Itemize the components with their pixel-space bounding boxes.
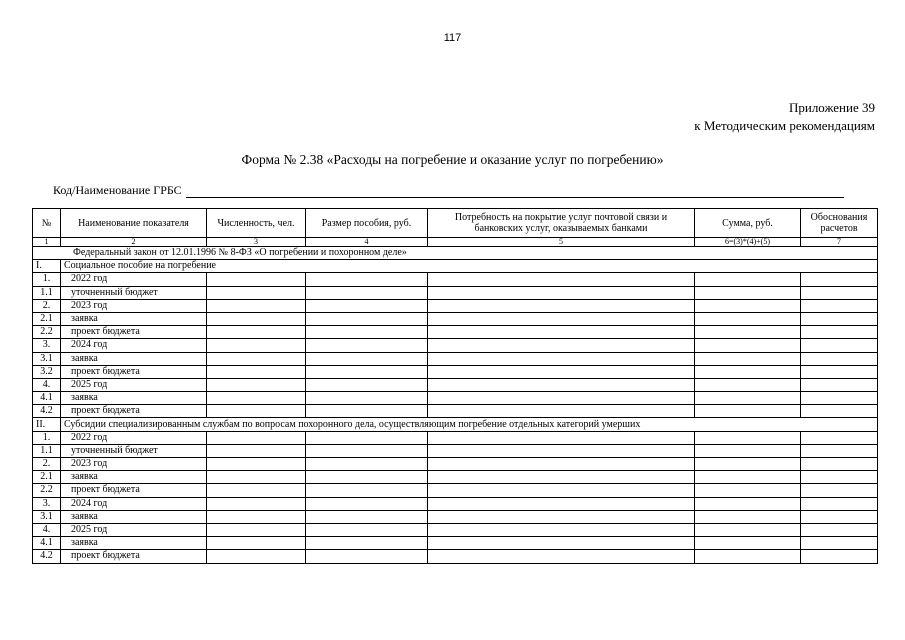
headcount-cell[interactable]	[207, 471, 306, 484]
headcount-cell[interactable]	[207, 273, 306, 286]
section-1-row	[33, 260, 878, 273]
justification-cell[interactable]	[801, 510, 878, 523]
benefit-size-cell[interactable]	[306, 537, 428, 550]
sum-cell[interactable]	[695, 405, 801, 418]
sum-cell[interactable]	[695, 444, 801, 457]
table-row	[33, 405, 878, 418]
headcount-cell[interactable]	[207, 312, 306, 325]
table-row	[33, 286, 878, 299]
table-row	[33, 431, 878, 444]
headcount-cell[interactable]	[207, 299, 306, 312]
justification-cell[interactable]	[801, 471, 878, 484]
table-row	[33, 299, 878, 312]
headcount-cell[interactable]	[207, 497, 306, 510]
benefit-size-cell[interactable]	[306, 471, 428, 484]
headcount-cell[interactable]	[207, 458, 306, 471]
col-num-6: 6=(3)*(4)+(5)	[695, 238, 801, 247]
sum-cell[interactable]	[695, 523, 801, 536]
headcount-cell[interactable]	[207, 378, 306, 391]
grbs-input-line[interactable]	[186, 185, 844, 198]
postal-banking-cell[interactable]	[428, 484, 695, 497]
page-number: 117	[443, 32, 462, 44]
row-number: 1.	[33, 431, 61, 444]
postal-banking-cell[interactable]	[428, 365, 695, 378]
sum-cell[interactable]	[695, 339, 801, 352]
table-row	[33, 312, 878, 325]
sum-cell[interactable]	[695, 510, 801, 523]
row-indicator-name: 2023 год	[61, 458, 207, 471]
benefit-size-cell[interactable]	[306, 497, 428, 510]
row-indicator-name: 2025 год	[61, 378, 207, 391]
row-indicator-name: проект бюджета	[61, 326, 207, 339]
row-indicator-name: 2022 год	[61, 431, 207, 444]
postal-banking-cell[interactable]	[428, 510, 695, 523]
row-number: 3.	[33, 339, 61, 352]
table-row	[33, 537, 878, 550]
sum-cell[interactable]	[695, 431, 801, 444]
postal-banking-cell[interactable]	[428, 431, 695, 444]
justification-cell[interactable]	[801, 405, 878, 418]
justification-cell[interactable]	[801, 523, 878, 536]
benefit-size-cell[interactable]	[306, 523, 428, 536]
benefit-size-cell[interactable]	[306, 510, 428, 523]
benefit-size-cell[interactable]	[306, 299, 428, 312]
postal-banking-cell[interactable]	[428, 497, 695, 510]
justification-cell[interactable]	[801, 392, 878, 405]
section-2-title: Субсидии специализированным службам по вопросам похоронного дела, осуществляющим погребение отдельных категорий умерших	[61, 418, 878, 431]
section-1-num: I.	[33, 260, 61, 273]
row-number: 2.	[33, 299, 61, 312]
row-indicator-name: 2024 год	[61, 497, 207, 510]
justification-cell[interactable]	[801, 312, 878, 325]
table-header-row	[33, 209, 878, 238]
row-indicator-name: проект бюджета	[61, 405, 207, 418]
col-num-2: 2	[61, 238, 207, 247]
row-number: 1.	[33, 273, 61, 286]
postal-banking-cell[interactable]	[428, 299, 695, 312]
row-number: 1.1	[33, 444, 61, 457]
row-number: 4.2	[33, 550, 61, 563]
justification-cell[interactable]	[801, 550, 878, 563]
row-indicator-name: проект бюджета	[61, 484, 207, 497]
header-num: №	[33, 209, 61, 238]
benefit-size-cell[interactable]	[306, 431, 428, 444]
appendix-note	[694, 99, 875, 135]
row-indicator-name: заявка	[61, 510, 207, 523]
sum-cell[interactable]	[695, 484, 801, 497]
col-num-1: 1	[33, 238, 61, 247]
benefit-size-cell[interactable]	[306, 365, 428, 378]
header-postal-banking: Потребность на покрытие услуг почтовой связи и банковских услуг, оказываемых банками	[428, 209, 695, 238]
appendix-line-2: к Методическим рекомендациям	[694, 118, 875, 133]
table-row	[33, 392, 878, 405]
benefit-size-cell[interactable]	[306, 326, 428, 339]
row-number: 3.2	[33, 365, 61, 378]
table-row	[33, 550, 878, 563]
table-row	[33, 510, 878, 523]
table-row	[33, 378, 878, 391]
table-row	[33, 365, 878, 378]
justification-cell[interactable]	[801, 299, 878, 312]
row-indicator-name: уточненный бюджет	[61, 444, 207, 457]
expenses-table	[32, 208, 878, 564]
col-num-4: 4	[306, 238, 428, 247]
headcount-cell[interactable]	[207, 392, 306, 405]
table-row	[33, 471, 878, 484]
row-number: 2.2	[33, 326, 61, 339]
header-sum: Сумма, руб.	[695, 209, 801, 238]
row-number: 4.1	[33, 392, 61, 405]
sum-cell[interactable]	[695, 471, 801, 484]
postal-banking-cell[interactable]	[428, 273, 695, 286]
headcount-cell[interactable]	[207, 550, 306, 563]
justification-cell[interactable]	[801, 431, 878, 444]
benefit-size-cell[interactable]	[306, 392, 428, 405]
benefit-size-cell[interactable]	[306, 312, 428, 325]
row-number: 4.1	[33, 537, 61, 550]
benefit-size-cell[interactable]	[306, 378, 428, 391]
justification-cell[interactable]	[801, 378, 878, 391]
benefit-size-cell[interactable]	[306, 484, 428, 497]
section-2-row	[33, 418, 878, 431]
justification-cell[interactable]	[801, 339, 878, 352]
sum-cell[interactable]	[695, 365, 801, 378]
headcount-cell[interactable]	[207, 326, 306, 339]
table-row	[33, 273, 878, 286]
row-number: 3.1	[33, 352, 61, 365]
headcount-cell[interactable]	[207, 537, 306, 550]
law-text: Федеральный закон от 12.01.1996 № 8-ФЗ «О погребении и похоронном деле»	[33, 247, 878, 260]
table-row	[33, 484, 878, 497]
benefit-size-cell[interactable]	[306, 458, 428, 471]
grbs-label: Код/Наименование ГРБС	[53, 183, 182, 197]
postal-banking-cell[interactable]	[428, 286, 695, 299]
justification-cell[interactable]	[801, 286, 878, 299]
sum-cell[interactable]	[695, 392, 801, 405]
headcount-cell[interactable]	[207, 365, 306, 378]
benefit-size-cell[interactable]	[306, 444, 428, 457]
sum-cell[interactable]	[695, 286, 801, 299]
postal-banking-cell[interactable]	[428, 458, 695, 471]
postal-banking-cell[interactable]	[428, 537, 695, 550]
sum-cell[interactable]	[695, 537, 801, 550]
postal-banking-cell[interactable]	[428, 444, 695, 457]
postal-banking-cell[interactable]	[428, 339, 695, 352]
sum-cell[interactable]	[695, 458, 801, 471]
sum-cell[interactable]	[695, 550, 801, 563]
postal-banking-cell[interactable]	[428, 326, 695, 339]
postal-banking-cell[interactable]	[428, 352, 695, 365]
postal-banking-cell[interactable]	[428, 312, 695, 325]
headcount-cell[interactable]	[207, 523, 306, 536]
table-row	[33, 523, 878, 536]
row-indicator-name: заявка	[61, 537, 207, 550]
table-row	[33, 497, 878, 510]
grbs-field	[53, 183, 844, 198]
benefit-size-cell[interactable]	[306, 550, 428, 563]
headcount-cell[interactable]	[207, 339, 306, 352]
header-justification: Обоснования расчетов	[801, 209, 878, 238]
row-indicator-name: проект бюджета	[61, 365, 207, 378]
table-row	[33, 339, 878, 352]
sum-cell[interactable]	[695, 312, 801, 325]
table-row	[33, 444, 878, 457]
form-title: Форма № 2.38 «Расходы на погребение и оказание услуг по погребению»	[241, 152, 664, 167]
sum-cell[interactable]	[695, 273, 801, 286]
col-num-7: 7	[801, 238, 878, 247]
sum-cell[interactable]	[695, 299, 801, 312]
headcount-cell[interactable]	[207, 444, 306, 457]
justification-cell[interactable]	[801, 273, 878, 286]
row-indicator-name: заявка	[61, 312, 207, 325]
sum-cell[interactable]	[695, 497, 801, 510]
postal-banking-cell[interactable]	[428, 523, 695, 536]
justification-cell[interactable]	[801, 365, 878, 378]
row-indicator-name: заявка	[61, 352, 207, 365]
row-indicator-name: заявка	[61, 392, 207, 405]
header-indicator: Наименование показателя	[61, 209, 207, 238]
headcount-cell[interactable]	[207, 405, 306, 418]
row-indicator-name: 2022 год	[61, 273, 207, 286]
postal-banking-cell[interactable]	[428, 378, 695, 391]
table-row	[33, 326, 878, 339]
row-number: 3.1	[33, 510, 61, 523]
benefit-size-cell[interactable]	[306, 405, 428, 418]
benefit-size-cell[interactable]	[306, 273, 428, 286]
justification-cell[interactable]	[801, 326, 878, 339]
justification-cell[interactable]	[801, 484, 878, 497]
table-row	[33, 458, 878, 471]
row-indicator-name: 2024 год	[61, 339, 207, 352]
benefit-size-cell[interactable]	[306, 339, 428, 352]
sum-cell[interactable]	[695, 378, 801, 391]
sum-cell[interactable]	[695, 352, 801, 365]
header-benefit-size: Размер пособия, руб.	[306, 209, 428, 238]
row-number: 4.	[33, 523, 61, 536]
row-indicator-name: проект бюджета	[61, 550, 207, 563]
col-num-5: 5	[428, 238, 695, 247]
justification-cell[interactable]	[801, 537, 878, 550]
postal-banking-cell[interactable]	[428, 471, 695, 484]
col-num-3: 3	[207, 238, 306, 247]
table-row	[33, 352, 878, 365]
row-indicator-name: 2025 год	[61, 523, 207, 536]
postal-banking-cell[interactable]	[428, 405, 695, 418]
row-indicator-name: 2023 год	[61, 299, 207, 312]
justification-cell[interactable]	[801, 458, 878, 471]
postal-banking-cell[interactable]	[428, 550, 695, 563]
row-number: 4.2	[33, 405, 61, 418]
row-number: 3.	[33, 497, 61, 510]
row-number: 2.	[33, 458, 61, 471]
headcount-cell[interactable]	[207, 484, 306, 497]
row-number: 4.	[33, 378, 61, 391]
header-headcount: Численность, чел.	[207, 209, 306, 238]
justification-cell[interactable]	[801, 444, 878, 457]
law-row	[33, 247, 878, 260]
row-number: 2.1	[33, 312, 61, 325]
justification-cell[interactable]	[801, 352, 878, 365]
row-indicator-name: уточненный бюджет	[61, 286, 207, 299]
headcount-cell[interactable]	[207, 431, 306, 444]
postal-banking-cell[interactable]	[428, 392, 695, 405]
headcount-cell[interactable]	[207, 510, 306, 523]
row-number: 1.1	[33, 286, 61, 299]
benefit-size-cell[interactable]	[306, 286, 428, 299]
row-number: 2.1	[33, 471, 61, 484]
sum-cell[interactable]	[695, 326, 801, 339]
justification-cell[interactable]	[801, 497, 878, 510]
section-1-title: Социальное пособие на погребение	[61, 260, 878, 273]
row-number: 2.2	[33, 484, 61, 497]
column-numbers-row	[33, 238, 878, 247]
headcount-cell[interactable]	[207, 286, 306, 299]
appendix-line-1: Приложение 39	[788, 100, 875, 115]
headcount-cell[interactable]	[207, 352, 306, 365]
section-2-num: II.	[33, 418, 61, 431]
row-indicator-name: заявка	[61, 471, 207, 484]
benefit-size-cell[interactable]	[306, 352, 428, 365]
